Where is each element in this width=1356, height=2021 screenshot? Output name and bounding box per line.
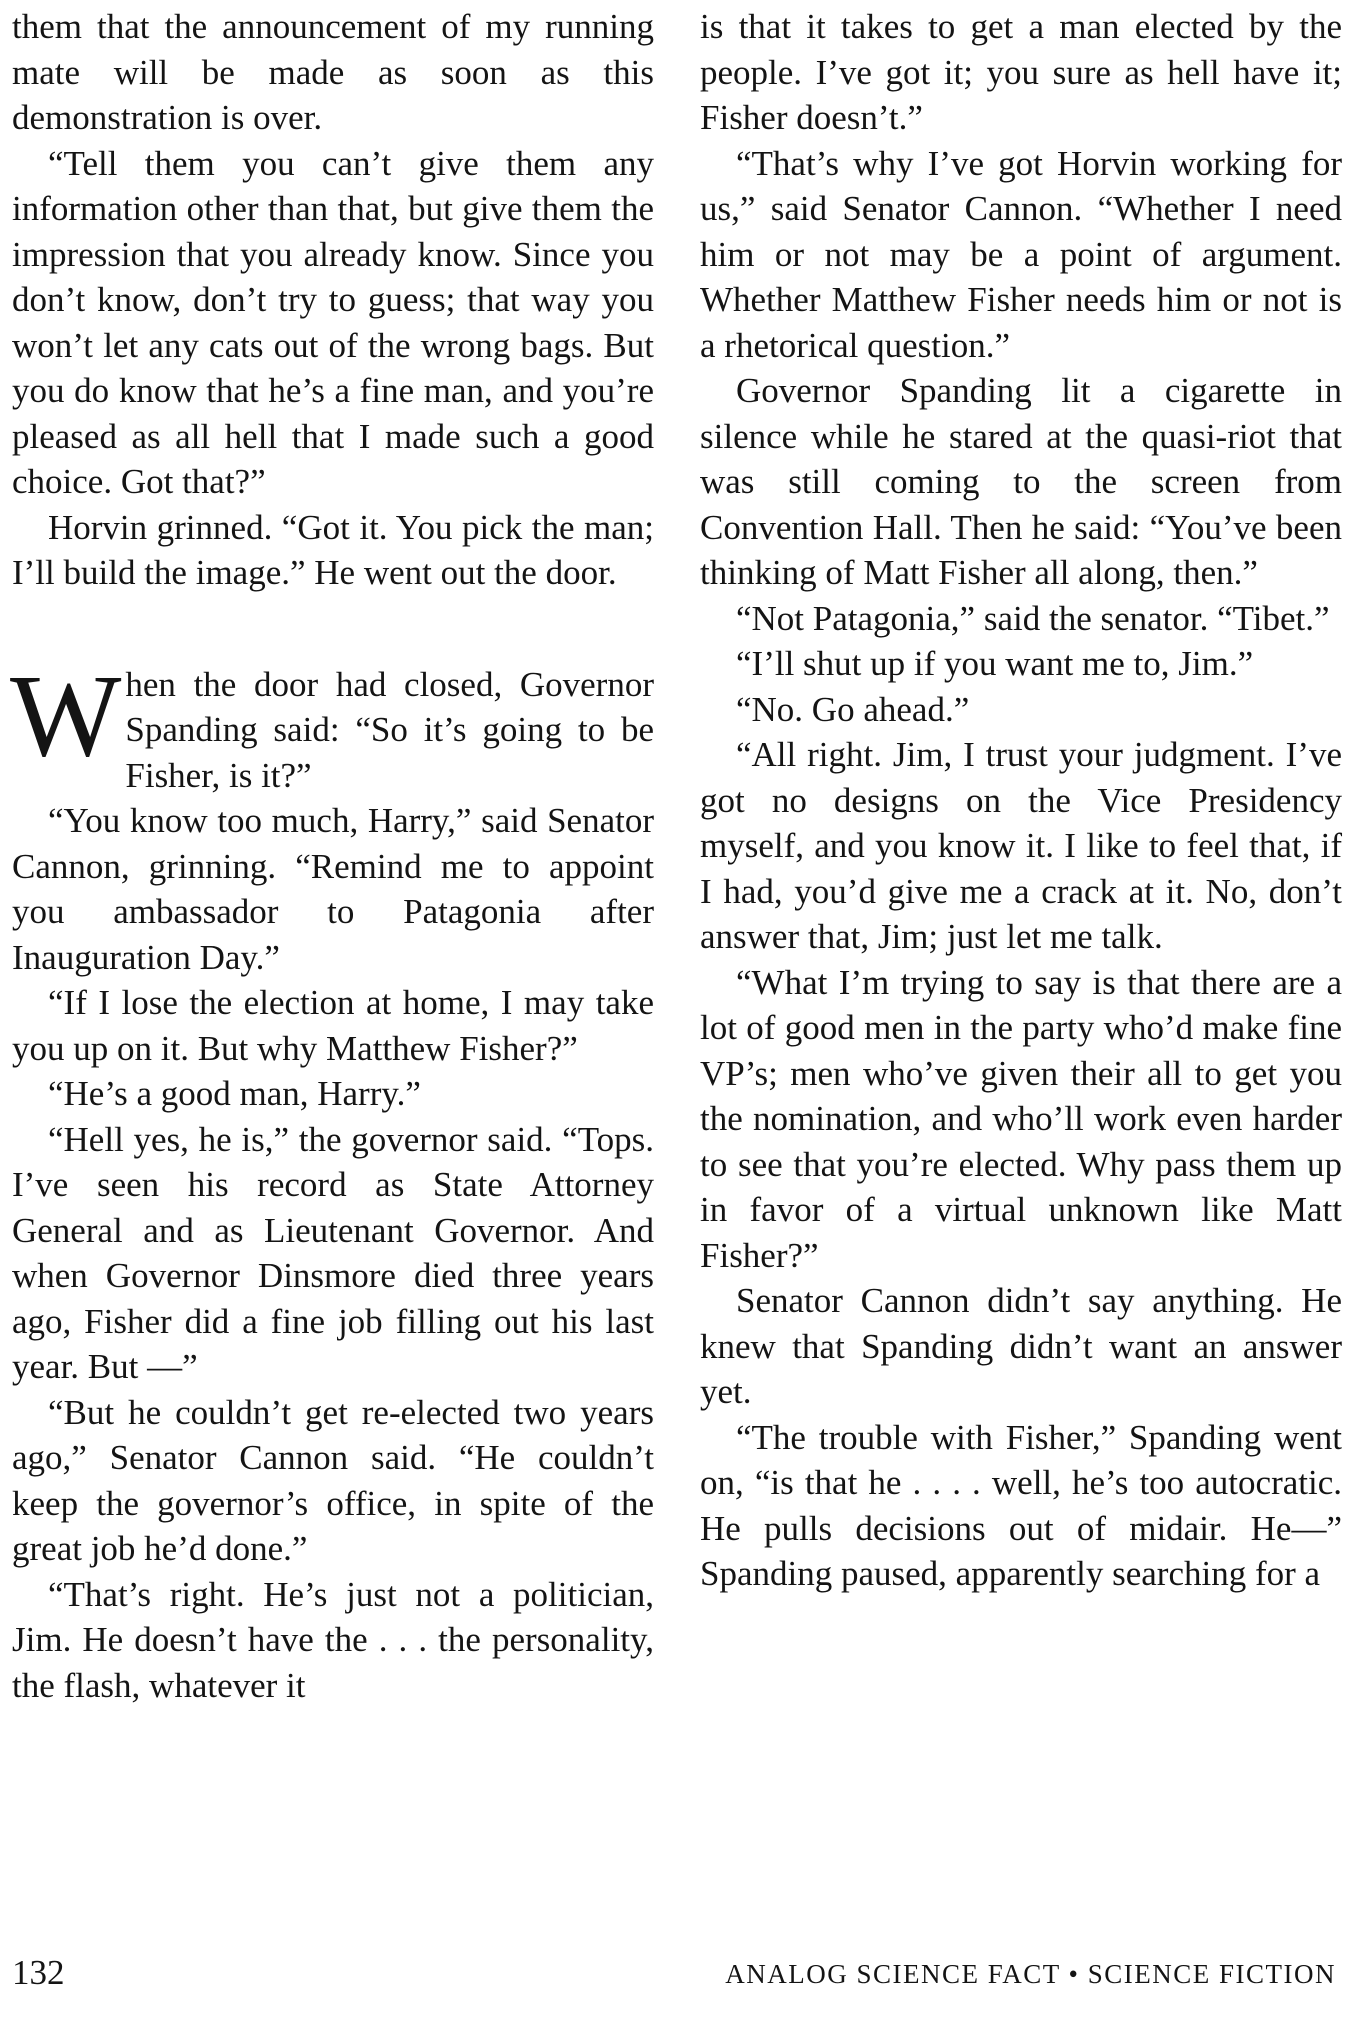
running-head: ANALOG SCIENCE FACT • SCIENCE FICTION xyxy=(725,1959,1336,1989)
paragraph: “If I lose the election at home, I may take you up on it. But why Matthew Fisher?” xyxy=(12,983,654,1068)
paragraph: “What I’m trying to say is that there are a lot of good men in the party who’d make fine VP’s; men who’ve given their all to get you the nomination, and who’ll work even harder to see that you’re elected. Why pass them up in favor of a virtual unknown like Matt Fisher?” xyxy=(700,962,1342,1275)
paragraph: “You know too much, Harry,” said Senator Cannon, grinning. “Remind me to appoint you ambassador to Patagonia after Inauguration Day.” xyxy=(12,801,654,977)
paragraph: “But he couldn’t get re-elected two years ago,” Senator Cannon said. “He couldn’t keep the governor’s office, in spite of the great job he’d done.” xyxy=(12,1392,654,1568)
drop-cap-paragraph xyxy=(10,649,654,799)
paragraph: “The trouble with Fisher,” Spanding went on, “is that he . . . . well, he’s too autocratic. He pulls decisions out of midair. He—” Spanding paused, apparently searching for a xyxy=(700,1417,1342,1593)
paragraph: “Hell yes, he is,” the governor said. “Tops. I’ve seen his record as State Attorney General and as Lieutenant Governor. And when Governor Dinsmore died three years ago, Fisher did a fine job filling out his last year. But —” xyxy=(12,1119,654,1386)
paragraph: “Tell them you can’t give them any information other than that, but give them the impression that you already know. Since you don’t know, don’t try to guess; that way you won’t let any cats out of the wrong bags. But you do know that he’s a fine man, and you’re pleased as all hell that I made such a good choice. Got that?” xyxy=(12,143,654,501)
paragraph: “All right. Jim, I trust your judgment. I’ve got no designs on the Vice Presidency myself, and you know it. I like to feel that, if I had, you’d give me a crack at it. No, don’t answer that, Jim; just let me talk. xyxy=(700,735,1342,956)
paragraph: “He’s a good man, Harry.” xyxy=(48,1074,421,1113)
paragraph: them that the announcement of my running mate will be made as soon as this demonstration is over. xyxy=(12,7,654,137)
drop-cap-initial: W xyxy=(10,649,122,781)
paragraph-text: hen the door had closed, Governor Spanding said: “So it’s going to be Fisher, is it?” xyxy=(125,664,654,795)
page-number: 132 xyxy=(12,1953,65,1992)
text-column-right xyxy=(700,4,1342,1597)
paragraph: “That’s right. He’s just not a politician, Jim. He doesn’t have the . . . the personality, the flash, whatever it xyxy=(12,1574,654,1705)
page-footer xyxy=(12,1953,1336,2003)
paragraph: is that it takes to get a man elected by the people. I’ve got it; you sure as hell have it; Fisher doesn’t.” xyxy=(700,7,1342,137)
paragraph: Governor Spanding lit a cigarette in silence while he stared at the quasi-riot that was still coming to the screen from Convention Hall. Then he said: “You’ve been thinking of Matt Fisher all along, then.” xyxy=(700,371,1342,592)
paragraph: Horvin grinned. “Got it. You pick the man; I’ll build the image.” He went out the door. xyxy=(12,507,654,592)
text-column-left xyxy=(12,4,654,1708)
paragraph: Senator Cannon didn’t say anything. He knew that Spanding didn’t want an answer yet. xyxy=(700,1281,1342,1411)
paragraph: “I’ll shut up if you want me to, Jim.” xyxy=(736,644,1254,683)
paragraph: “That’s why I’ve got Horvin working for us,” said Senator Cannon. “Whether I need him or not may be a point of argument. Whether Matthew Fisher needs him or not is a rhetorical question.” xyxy=(700,143,1342,365)
paragraph: “Not Patagonia,” said the senator. “Tibet.” xyxy=(736,598,1330,638)
paragraph: “No. Go ahead.” xyxy=(736,689,970,729)
